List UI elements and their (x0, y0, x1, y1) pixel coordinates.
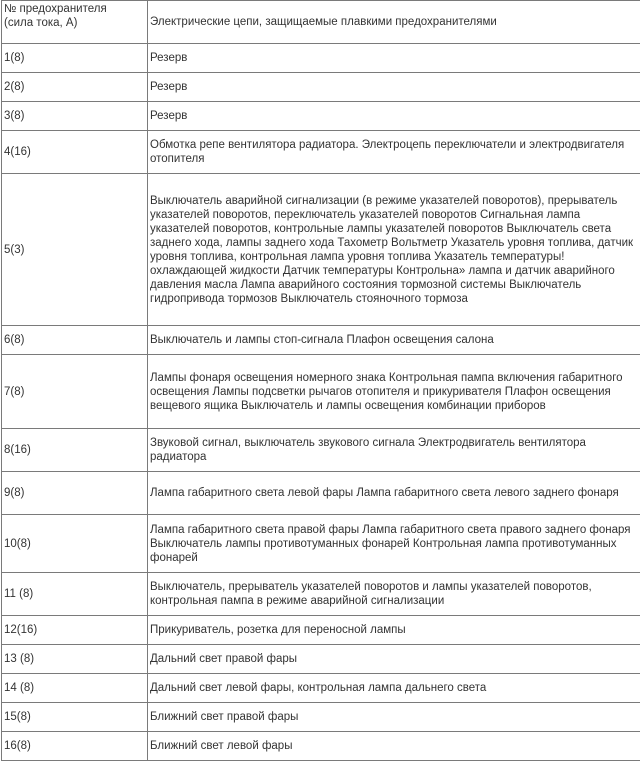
circuit-description-cell: Лампа габаритного света правой фары Лампа габаритного света правого заднего фонаря Выключатель лампы противотуманных фонарей Контрольная лампа противотуманных фонарей (148, 515, 640, 573)
circuit-description-cell: Резерв (148, 44, 640, 73)
fuse-number-cell: 3(8) (2, 102, 148, 131)
fuse-number-cell: 16(8) (2, 732, 148, 761)
header-circuits: Электрические цепи, защищаемые плавкими предохранителями (148, 1, 640, 44)
circuit-description-cell: Дальний свет левой фары, контрольная лампа дальнего света (148, 674, 640, 703)
table-row (2, 429, 640, 472)
fuse-table (1, 0, 640, 761)
circuit-description-cell: Лампы фонаря освещения номерного знака Контрольная пампа включения габаритного освещения Лампы подсветки рычагов отопителя и прикуривателя Плафон освещения вещевого ящика Выключатель и лампы освещения комбинации приборов (148, 355, 640, 429)
circuit-description-cell: Звуковой сигнал, выключатель звукового сигнала Электродвигатель вентилятора радиатора (148, 429, 640, 472)
table-header-row (2, 1, 640, 44)
header-fuse-number-text: № предохранителя (сила тока, А) (4, 3, 107, 29)
table-row (2, 326, 640, 355)
fuse-number-cell: 6(8) (2, 326, 148, 355)
fuse-number-cell: 14 (8) (2, 674, 148, 703)
fuse-number-cell: 2(8) (2, 73, 148, 102)
fuse-number-cell: 12(16) (2, 616, 148, 645)
fuse-number-cell: 4(16) (2, 131, 148, 174)
circuit-description-cell: Выключатель и лампы стоп-сигнала Плафон освещения салона (148, 326, 640, 355)
fuse-number-cell: 9(8) (2, 472, 148, 515)
table-row (2, 703, 640, 732)
circuit-description-cell: Обмотка репе вентилятора радиатора. Электроцепь переключатели и электродвигателя отопителя (148, 131, 640, 174)
table-row (2, 73, 640, 102)
circuit-description-cell: Ближний свет левой фары (148, 732, 640, 761)
fuse-number-cell: 5(3) (2, 174, 148, 326)
table-row (2, 616, 640, 645)
circuit-description-cell: Дальний свет правой фары (148, 645, 640, 674)
circuit-description-cell: Выключатель, прерыватель указателей поворотов и лампы указателей поворотов, контрольная пампа в режиме аварийной сигнализации (148, 573, 640, 616)
table-row (2, 674, 640, 703)
table-row (2, 515, 640, 573)
fuse-number-cell: 7(8) (2, 355, 148, 429)
table-row (2, 44, 640, 73)
table-row (2, 102, 640, 131)
fuse-number-cell: 1(8) (2, 44, 148, 73)
circuit-description-cell: Выключатель аварийной сигнализации (в режиме указателей поворотов), прерыватель указателей поворотов, переключатель указателей поворотов Сигнальная лампа указателей поворотов, контрольные лампы указателей поворотов Выключатель света заднего хода, лампы заднего хода Тахометр Вольтметр Указатель уровня топлива, датчик уровня топлива, контрольная лампа уровня топлива Указатель температуры! охлаждающей жидкости Датчик температуры Контрольна» лампа и датчик аварийного давления масла Лампа аварийного состояния тормозной системы Выключатель гидропривода тормозов Выключатель стояночного тормоза (148, 174, 640, 326)
table-row (2, 131, 640, 174)
table-row (2, 645, 640, 674)
circuit-description-cell: Ближний свет правой фары (148, 703, 640, 732)
circuit-description-cell: Резерв (148, 102, 640, 131)
table-row (2, 174, 640, 326)
header-fuse-number (2, 1, 148, 44)
fuse-number-cell: 15(8) (2, 703, 148, 732)
fuse-number-cell: 10(8) (2, 515, 148, 573)
circuit-description-cell: Лампа габаритного света левой фары Лампа габаритного света левого заднего фонаря (148, 472, 640, 515)
table-row (2, 355, 640, 429)
circuit-description-cell: Прикуриватель, розетка для переносной лампы (148, 616, 640, 645)
fuse-number-cell: 13 (8) (2, 645, 148, 674)
circuit-description-cell: Резерв (148, 73, 640, 102)
fuse-number-cell: 8(16) (2, 429, 148, 472)
table-row (2, 573, 640, 616)
table-row (2, 472, 640, 515)
table-row (2, 732, 640, 761)
fuse-number-cell: 11 (8) (2, 573, 148, 616)
